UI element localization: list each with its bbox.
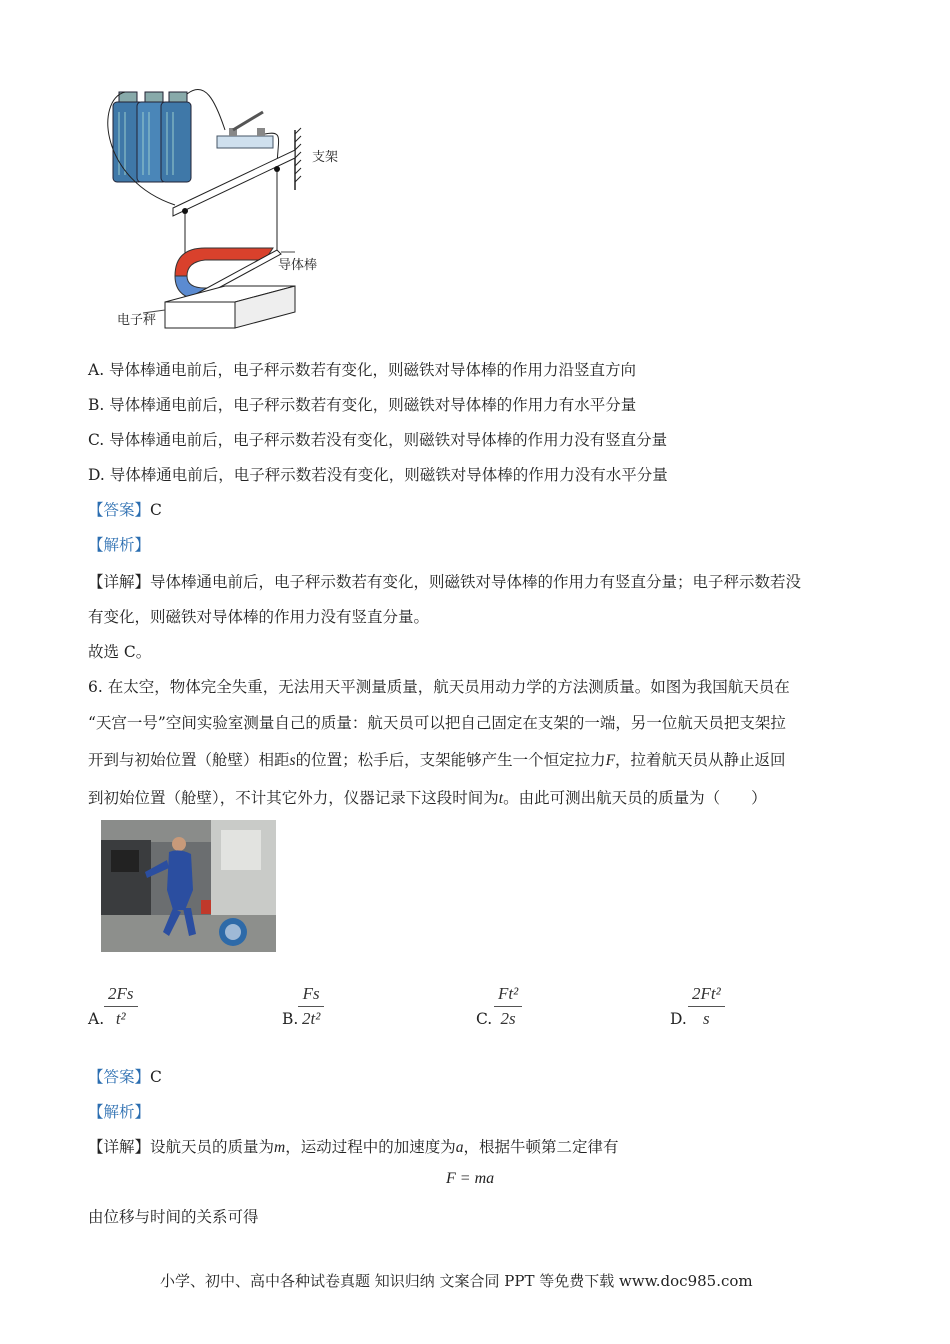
q6-option-b-denominator: 2t²	[302, 1009, 321, 1028]
label-rod: 导体棒	[278, 258, 318, 273]
switch-icon	[217, 112, 273, 148]
q6-option-d-numerator: 2Ft²	[692, 984, 721, 1003]
var-t: t	[498, 790, 504, 807]
q6-line3-text-b: 的位置；松手后，支架能够产生一个恒定拉力	[295, 751, 606, 769]
q6-line4-text-a: 到初始位置（舱壁），不计其它外力，仪器记录下这段时间为	[88, 789, 499, 807]
q6-line3	[88, 750, 786, 771]
q6-option-c-numerator: Ft²	[498, 984, 519, 1003]
q6-detail-line1	[88, 1137, 619, 1158]
q6-line1: 6. 在太空，物体完全失重，无法用天平测量质量，航天员用动力学的方法测质量。如图为我国航天员在	[88, 678, 790, 696]
q6-option-d-fraction	[688, 984, 725, 1029]
detail-tag: 【详解】	[88, 1138, 151, 1156]
q6-option-a-label: A.	[88, 1010, 105, 1028]
equation-newton: F = ma	[446, 1170, 495, 1187]
var-F: F	[605, 752, 616, 769]
label-scale: 电子秤	[117, 313, 157, 328]
experiment-figure	[95, 80, 375, 340]
q6-option-a-numerator: 2Fs	[108, 984, 134, 1003]
q6-option-a-denominator: t²	[115, 1009, 126, 1028]
q5-analysis-tag: 【解析】	[88, 536, 151, 554]
q6-option-b-label: B.	[282, 1010, 299, 1028]
q6-option-c-label: C.	[476, 1010, 493, 1028]
q6-option-b-fraction	[298, 984, 324, 1029]
var-m: m	[274, 1139, 286, 1156]
q6-option-c-denominator: 2s	[500, 1009, 516, 1028]
q6-line3-text-c: ，拉着航天员从静止返回	[615, 751, 786, 769]
q6-option-d-label: D.	[670, 1010, 687, 1028]
answer-value: C	[150, 501, 162, 519]
var-a: a	[455, 1139, 464, 1156]
detail-text-b: ，运动过程中的加速度为	[285, 1138, 456, 1156]
q6-option-a-fraction	[104, 984, 138, 1029]
q5-option-d: D. 导体棒通电前后，电子秤示数若没有变化，则磁铁对导体棒的作用力没有水平分量	[88, 466, 668, 484]
q5-option-b: B. 导体棒通电前后，电子秤示数若有变化，则磁铁对导体棒的作用力有水平分量	[88, 396, 637, 414]
astronaut-photo	[101, 820, 276, 952]
stand-wall	[295, 128, 301, 190]
q6-option-c-fraction	[494, 984, 522, 1029]
q6-option-b-numerator: Fs	[302, 984, 320, 1003]
q6-line2: “天宫一号”空间实验室测量自己的质量：航天员可以把自己固定在支架的一端，另一位航天员把支架拉	[88, 714, 786, 732]
q6-detail-line2: 由位移与时间的关系可得	[88, 1208, 259, 1226]
q6-line4	[88, 788, 767, 809]
q6-line4-text-b: 。由此可测出航天员的质量为（ ）	[503, 789, 767, 807]
q6-option-d-denominator: s	[703, 1009, 710, 1028]
q6-line3-text-a: 开到与初始位置（舱壁）相距	[88, 751, 290, 769]
detail-text-c: ，根据牛顿第二定律有	[463, 1138, 619, 1156]
q5-detail-line2: 有变化，则磁铁对导体棒的作用力没有竖直分量。	[88, 608, 430, 626]
var-s: s	[289, 752, 296, 769]
detail-tag: 【详解】	[88, 573, 151, 591]
q6-analysis-tag: 【解析】	[88, 1103, 151, 1121]
q5-option-c: C. 导体棒通电前后，电子秤示数若没有变化，则磁铁对导体棒的作用力没有竖直分量	[88, 431, 668, 449]
answer-tag: 【答案】	[88, 501, 151, 519]
q5-option-a: A. 导体棒通电前后，电子秤示数若有变化，则磁铁对导体棒的作用力沿竖直方向	[88, 361, 637, 379]
q6-answer	[88, 1067, 162, 1087]
detail-text-a: 设航天员的质量为	[150, 1138, 275, 1156]
q5-answer	[88, 500, 162, 520]
q5-detail-line3: 故选 C。	[88, 643, 152, 661]
answer-value: C	[150, 1068, 162, 1086]
detail-text: 导体棒通电前后，电子秤示数若有变化，则磁铁对导体棒的作用力有竖直分量；电子秤示数若没	[150, 573, 802, 591]
q5-detail-line1	[88, 572, 801, 592]
answer-tag: 【答案】	[88, 1068, 151, 1086]
page-footer: 小学、初中、高中各种试卷真题 知识归纳 文案合同 PPT 等免费下载 www.doc985.com	[160, 1272, 753, 1290]
label-stand: 支架	[312, 150, 339, 165]
battery-icon	[113, 92, 191, 182]
